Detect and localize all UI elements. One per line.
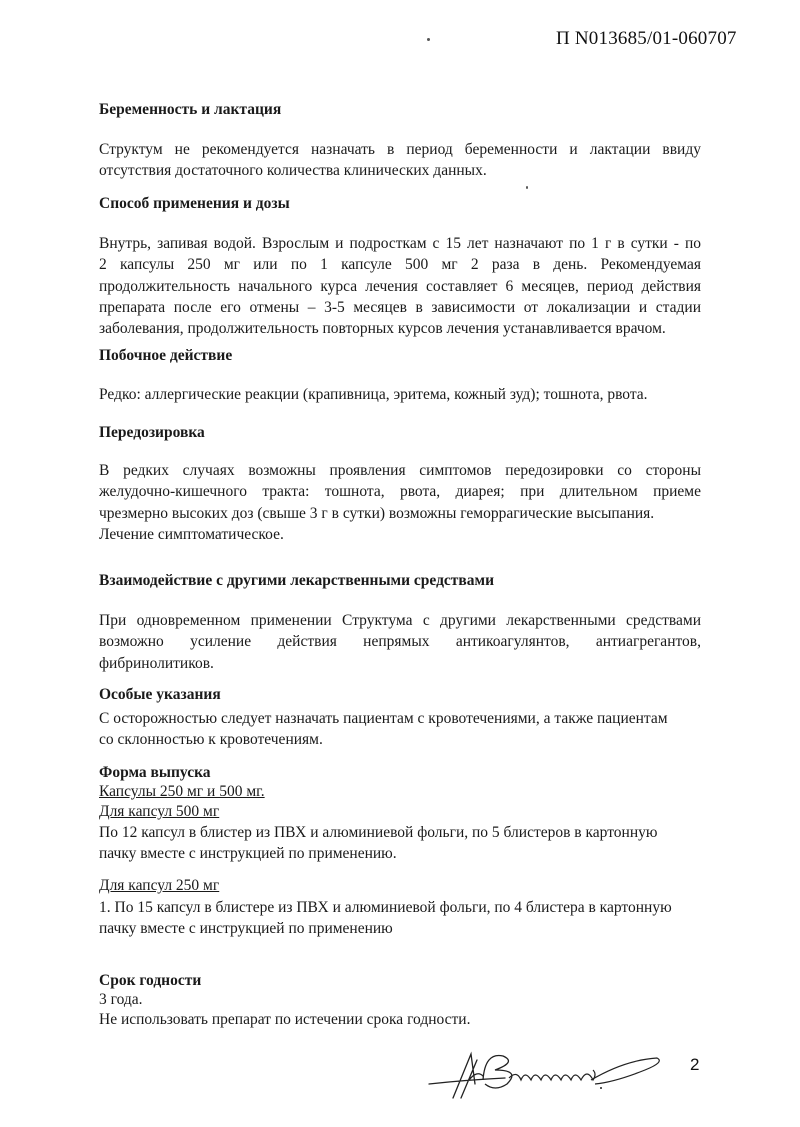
section-body-overdose	[99, 460, 701, 545]
text-line: 1. По 15 капсул в блистере из ПВХ и алюминиевой фольги, по 4 блистера в картонную	[99, 899, 672, 916]
text-line: Внутрь, запивая водой. Взрослым и подросткам с 15 лет назначают по 1 г в сутки - по	[99, 235, 701, 252]
scan-speck	[526, 186, 528, 189]
section-title-interactions: Взаимодействие с другими лекарственными средствами	[99, 572, 495, 589]
section-body-interactions	[99, 610, 701, 674]
text-line: В редких случаях возможны проявления симптомов передозировки со стороны	[99, 462, 701, 479]
caps250-label: Для капсул 250 мг	[99, 877, 220, 894]
text-line: желудочно-кишечного тракта: тошнота, рвота, диарея; при длительном приеме	[99, 483, 701, 501]
section-title-shelf-life: Срок годности	[99, 972, 202, 989]
release-form-subtitle: Капсулы 250 мг и 500 мг.	[99, 783, 265, 800]
section-title-pregnancy: Беременность и лактация	[99, 101, 282, 118]
text-line: Структум не рекомендуется назначать в период беременности и лактации ввиду	[99, 141, 701, 158]
registration-number: П N013685/01-060707	[556, 28, 737, 49]
section-title-side-effects: Побочное действие	[99, 347, 233, 364]
text-line: со склонностью к кровотечениям.	[99, 731, 323, 749]
caps250-body	[99, 897, 701, 940]
text-line: заболевания, продолжительность повторных курсов лечения устанавливается врачом.	[99, 320, 666, 338]
signature	[425, 1040, 665, 1100]
text-line: препарата после его отмены – 3-5 месяцев в зависимости от локализации и стадии	[99, 298, 701, 316]
text-line: По 12 капсул в блистер из ПВХ и алюминиевой фольги, по 5 блистеров в картонную	[99, 824, 658, 841]
scan-speck	[427, 38, 430, 41]
text-line: чрезмерно высоких доз (свыше 3 г в сутки) возможны геморрагические высыпания.	[99, 504, 655, 522]
text-line: продолжительность начального курса лечения составляет 6 месяцев, период действия	[99, 277, 701, 295]
text-line: пачку вместе с инструкцией по применению.	[99, 845, 397, 863]
section-title-overdose: Передозировка	[99, 424, 205, 441]
text-line: При одновременном применении Структума с другими лекарственными средствами	[99, 612, 701, 629]
section-title-dosage: Способ применения и дозы	[99, 195, 290, 212]
text-line: Лечение симптоматическое.	[99, 525, 284, 543]
section-body-side-effects: Редко: аллергические реакции (крапивница, эритема, кожный зуд); тошнота, рвота.	[99, 386, 648, 403]
text-line: 2 капсулы 250 мг или по 1 капсуле 500 мг 2 раза в день. Рекомендуемая	[99, 256, 701, 274]
text-line: отсутствия достаточного количества клинических данных.	[99, 162, 487, 180]
text-line: возможно усиление действия непрямых антикоагулянтов, антиагрегантов,	[99, 633, 701, 651]
section-body-pregnancy	[99, 139, 701, 182]
shelf-life-value: 3 года.	[99, 991, 143, 1008]
page-number: 2	[690, 1055, 700, 1074]
caps500-body	[99, 822, 701, 865]
section-title-special: Особые указания	[99, 686, 221, 703]
section-body-special	[99, 708, 701, 751]
caps500-label: Для капсул 500 мг	[99, 803, 220, 820]
section-title-release-form: Форма выпуска	[99, 764, 211, 781]
shelf-life-note: Не использовать препарат по истечении срока годности.	[99, 1011, 471, 1028]
text-line: фибринолитиков.	[99, 654, 214, 672]
text-line: С осторожностью следует назначать пациентам с кровотечениями, а также пациентам	[99, 710, 668, 727]
section-body-dosage	[99, 233, 701, 339]
text-line: пачку вместе с инструкцией по применению	[99, 920, 393, 938]
